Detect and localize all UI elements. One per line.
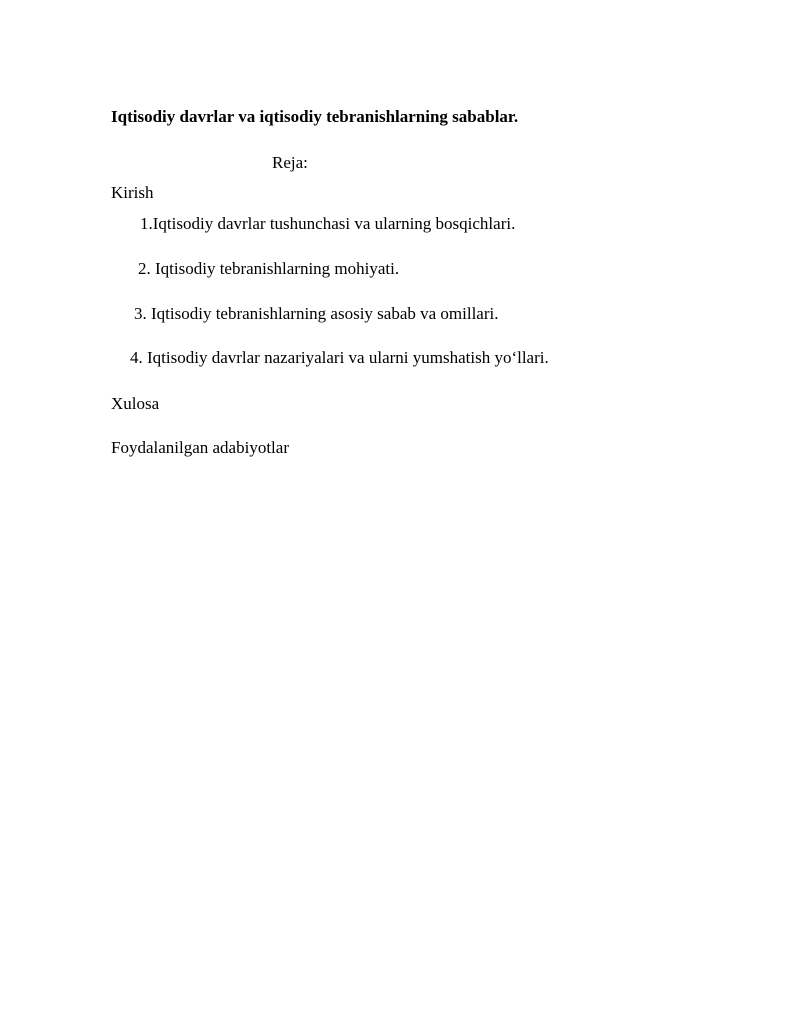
plan-item-1: 1.Iqtisodiy davrlar tushunchasi va ularning bosqichlari. [140, 214, 516, 233]
document-title: Iqtisodiy davrlar va iqtisodiy tebranishlarning sabablar. [111, 107, 519, 126]
section-introduction: Kirish [111, 183, 154, 202]
section-references: Foydalanilgan adabiyotlar [111, 438, 289, 457]
plan-heading: Reja: [272, 153, 308, 172]
plan-item-2: 2. Iqtisodiy tebranishlarning mohiyati. [138, 259, 400, 278]
plan-item-3: 3. Iqtisodiy tebranishlarning asosiy sabab va omillari. [134, 304, 499, 323]
plan-item-4: 4. Iqtisodiy davrlar nazariyalari va ularni yumshatish yo‘llari. [130, 348, 549, 367]
section-conclusion: Xulosa [111, 394, 160, 413]
